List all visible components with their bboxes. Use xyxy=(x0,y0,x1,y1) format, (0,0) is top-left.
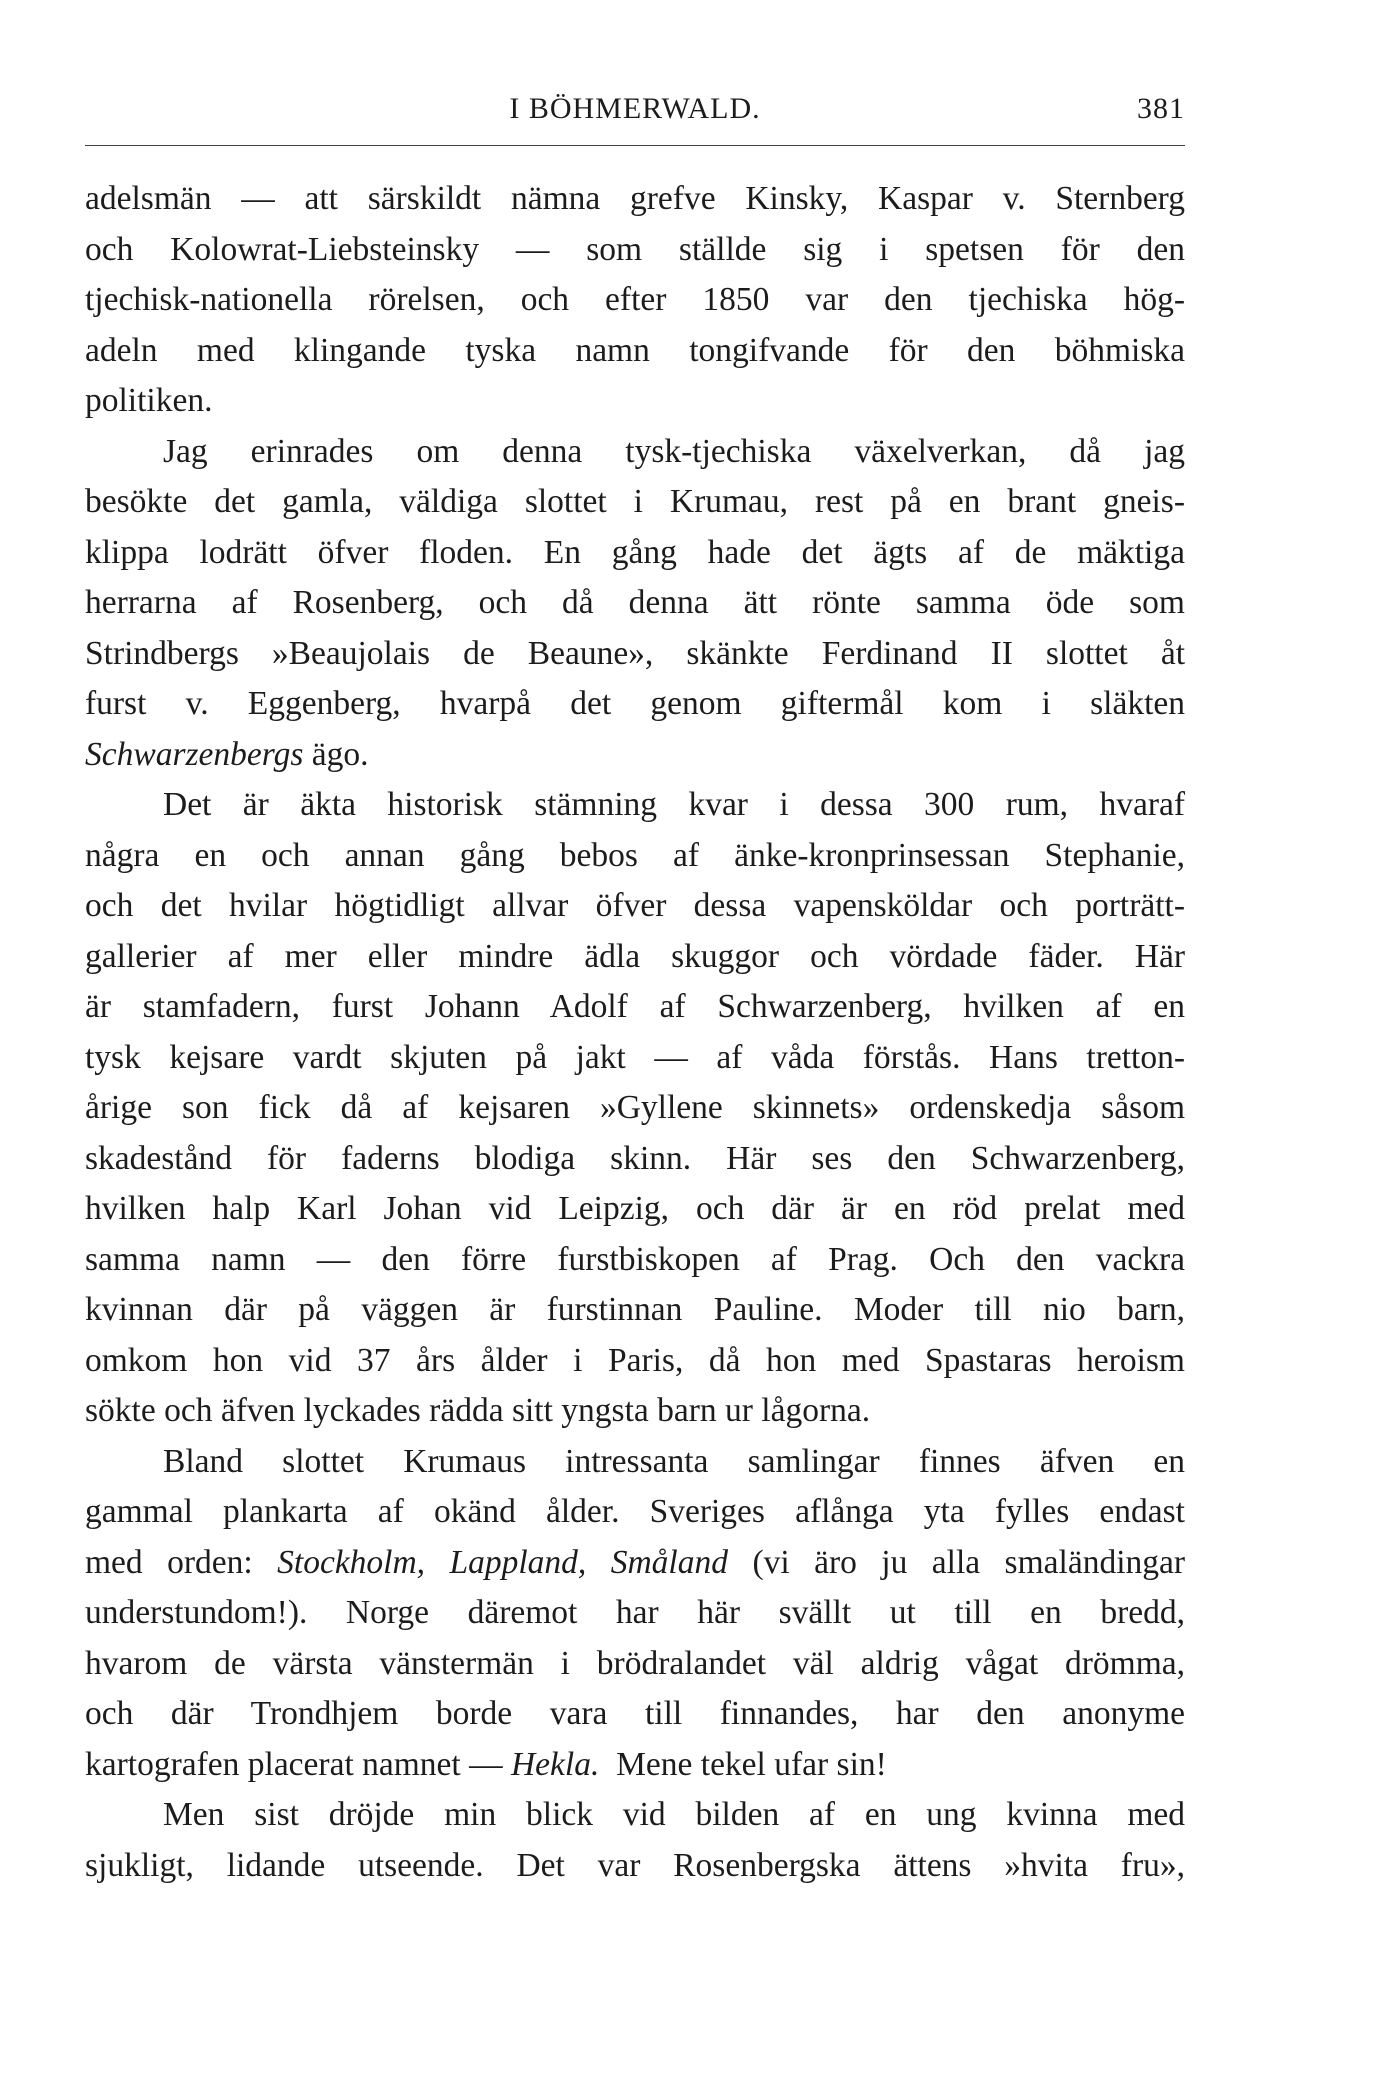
text-line: tjechisk-nationella rörelsen, och efter 1850 var den tjechiska hög- xyxy=(85,281,1185,318)
text-line: och Kolowrat-Liebsteinsky — som ställde sig i spetsen för den xyxy=(85,230,1185,268)
text-line: omkom hon vid 37 års ålder i Paris, då hon med Spastaras heroism xyxy=(85,1341,1185,1379)
header-rule xyxy=(85,145,1185,146)
text-fragment: ägo. xyxy=(311,735,369,773)
running-header xyxy=(85,92,1185,138)
italic-place-name: Hekla. xyxy=(510,1745,600,1783)
page-number: 381 xyxy=(1137,92,1185,125)
text-line: hvarom de värsta vänstermän i brödralandet väl aldrig vågat drömma, xyxy=(85,1644,1185,1682)
text-line: herrarna af Rosenberg, och då denna ätt rönte samma öde som xyxy=(85,584,1185,621)
text-line: sökte och äfven lyckades rädda sitt yngsta barn ur lågorna. xyxy=(85,1392,871,1429)
text-fragment: med orden: xyxy=(85,1543,253,1581)
text-line: är stamfadern, furst Johann Adolf af Schwarzenberg, hvilken af en xyxy=(85,988,1185,1025)
text-line: besökte det gamla, väldiga slottet i Krumau, rest på en brant gneis- xyxy=(85,483,1185,520)
italic-name: Schwarzenbergs xyxy=(85,735,304,773)
text-line: och det hvilar högtidligt allvar öfver dessa vapensköldar och porträtt- xyxy=(85,887,1185,924)
text-line: samma namn — den förre furstbiskopen af Prag. Och den vackra xyxy=(85,1240,1185,1278)
text-line: årige son fick då af kejsaren »Gyllene skinnets» ordenskedja såsom xyxy=(85,1089,1185,1126)
text-line: kvinnan där på väggen är furstinnan Pauline. Moder till nio barn, xyxy=(85,1291,1185,1328)
body-text xyxy=(85,174,1185,1891)
text-line: Men sist dröjde min blick vid bilden af en ung kvinna med xyxy=(163,1796,1185,1833)
text-line: några en och annan gång bebos af änke-kronprinsessan Stephanie, xyxy=(85,836,1185,874)
text-line: Strindbergs »Beaujolais de Beaune», skänkte Ferdinand II slottet åt xyxy=(85,634,1185,672)
text-line: och där Trondhjem borde vara till finnandes, har den anonyme xyxy=(85,1695,1185,1732)
italic-place-names: Stockholm, Lappland, Småland xyxy=(277,1543,728,1581)
text-line: skadestånd för faderns blodiga skinn. Här ses den Schwarzenberg, xyxy=(85,1139,1185,1177)
text-fragment: Mene tekel ufar sin! xyxy=(616,1745,887,1783)
text-line: klippa lodrätt öfver floden. En gång hade det ägts af de mäktiga xyxy=(85,533,1185,571)
text-line xyxy=(85,1740,1185,1791)
text-line: politiken. xyxy=(85,382,213,419)
text-line: gammal plankarta af okänd ålder. Sveriges aflånga yta fylles endast xyxy=(85,1493,1185,1530)
text-line: adelsmän — att särskildt nämna grefve Kinsky, Kaspar v. Sternberg xyxy=(85,180,1185,217)
text-line xyxy=(85,730,1185,781)
text-line: adeln med klingande tyska namn tongifvande för den böhmiska xyxy=(85,331,1185,369)
chapter-title: I BÖHMERWALD. xyxy=(509,92,761,125)
text-line: sjukligt, lidande utseende. Det var Rosenbergska ättens »hvita fru», xyxy=(85,1846,1185,1884)
text-line: Det är äkta historisk stämning kvar i dessa 300 rum, hvaraf xyxy=(163,786,1185,823)
text-line: Bland slottet Krumaus intressanta samlingar finnes äfven en xyxy=(163,1442,1185,1480)
text-line: gallerier af mer eller mindre ädla skuggor och vördade fäder. Här xyxy=(85,937,1185,975)
text-line: tysk kejsare vardt skjuten på jakt — af våda förstås. Hans tretton- xyxy=(85,1038,1185,1076)
text-line: Jag erinrades om denna tysk-tjechiska växelverkan, då jag xyxy=(163,432,1185,470)
text-line: hvilken halp Karl Johan vid Leipzig, och där är en röd prelat med xyxy=(85,1190,1185,1227)
text-line: furst v. Eggenberg, hvarpå det genom giftermål kom i släkten xyxy=(85,685,1185,722)
text-line xyxy=(85,1538,1185,1589)
text-fragment: (vi äro ju alla smaländingar xyxy=(752,1543,1186,1581)
text-line: understundom!). Norge däremot har här svällt ut till en bredd, xyxy=(85,1594,1185,1631)
text-fragment: kartografen placerat namnet — xyxy=(85,1745,503,1783)
